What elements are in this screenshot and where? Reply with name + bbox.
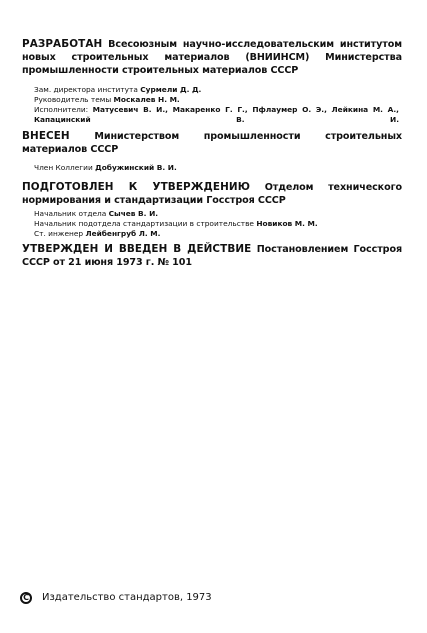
person-name: Москалев Н. М. (113, 95, 180, 104)
section-developed (22, 38, 402, 77)
person-line (34, 163, 402, 173)
person-line (34, 229, 402, 239)
developers-list (34, 85, 402, 125)
section-prepared (22, 181, 402, 207)
section-heading: ПОДГОТОВЛЕН К УТВЕРЖДЕНИЮ (22, 181, 250, 193)
preparers-list (34, 209, 402, 239)
section-introduced (22, 130, 402, 156)
person-name: Лейбенгруб Л. М. (85, 229, 161, 238)
section-text: Всесоюзным научно-исследовательским институтом новых строительных материалов (ВНИИНСМ) Министерства промышленности строительных материалов СССР (22, 39, 402, 76)
person-line (34, 95, 402, 105)
person-name: Добужинский В. И. (95, 163, 177, 172)
person-line (34, 209, 402, 219)
person-role: Руководитель темы (34, 95, 112, 104)
person-role: Зам. директора института (34, 85, 138, 94)
person-role: Начальник подотдела стандартизации в строительстве (34, 219, 254, 228)
section-heading: РАЗРАБОТАН (22, 38, 103, 50)
person-line (34, 105, 399, 125)
person-role: Ст. инженер (34, 229, 84, 238)
section-approved (22, 243, 402, 269)
publisher-text: Издательство стандартов, 1973 (42, 592, 212, 603)
section-heading: УТВЕРЖДЕН И ВВЕДЕН В ДЕЙСТВИЕ (22, 243, 252, 255)
section-text: Постановлением Госстроя СССР от 21 июня 1973 г. № 101 (22, 244, 403, 268)
copyright-icon: C (20, 592, 32, 604)
person-role: Начальник отдела (34, 209, 107, 218)
section-text: Отделом технического нормирования и стандартизации Госстроя СССР (22, 182, 402, 206)
person-name: Сурмели Д. Д. (140, 85, 202, 94)
person-name: Новиков М. М. (256, 219, 318, 228)
introducers-list (34, 163, 402, 173)
section-text: Министерством промышленности строительных материалов СССР (22, 131, 402, 155)
person-name: Сычев В. И. (108, 209, 159, 218)
person-line (34, 219, 402, 229)
person-role: Член Коллегии (34, 163, 93, 172)
person-name: Матусевич В. И., Макаренко Г. Г., Пфлаумер О. Э., Лейкина М. А., Капацинский В. И. (34, 105, 399, 124)
publisher-footer (20, 591, 212, 605)
person-line (34, 85, 402, 95)
person-role: Исполнители: (34, 105, 89, 114)
section-heading: ВНЕСЕН (22, 130, 70, 142)
